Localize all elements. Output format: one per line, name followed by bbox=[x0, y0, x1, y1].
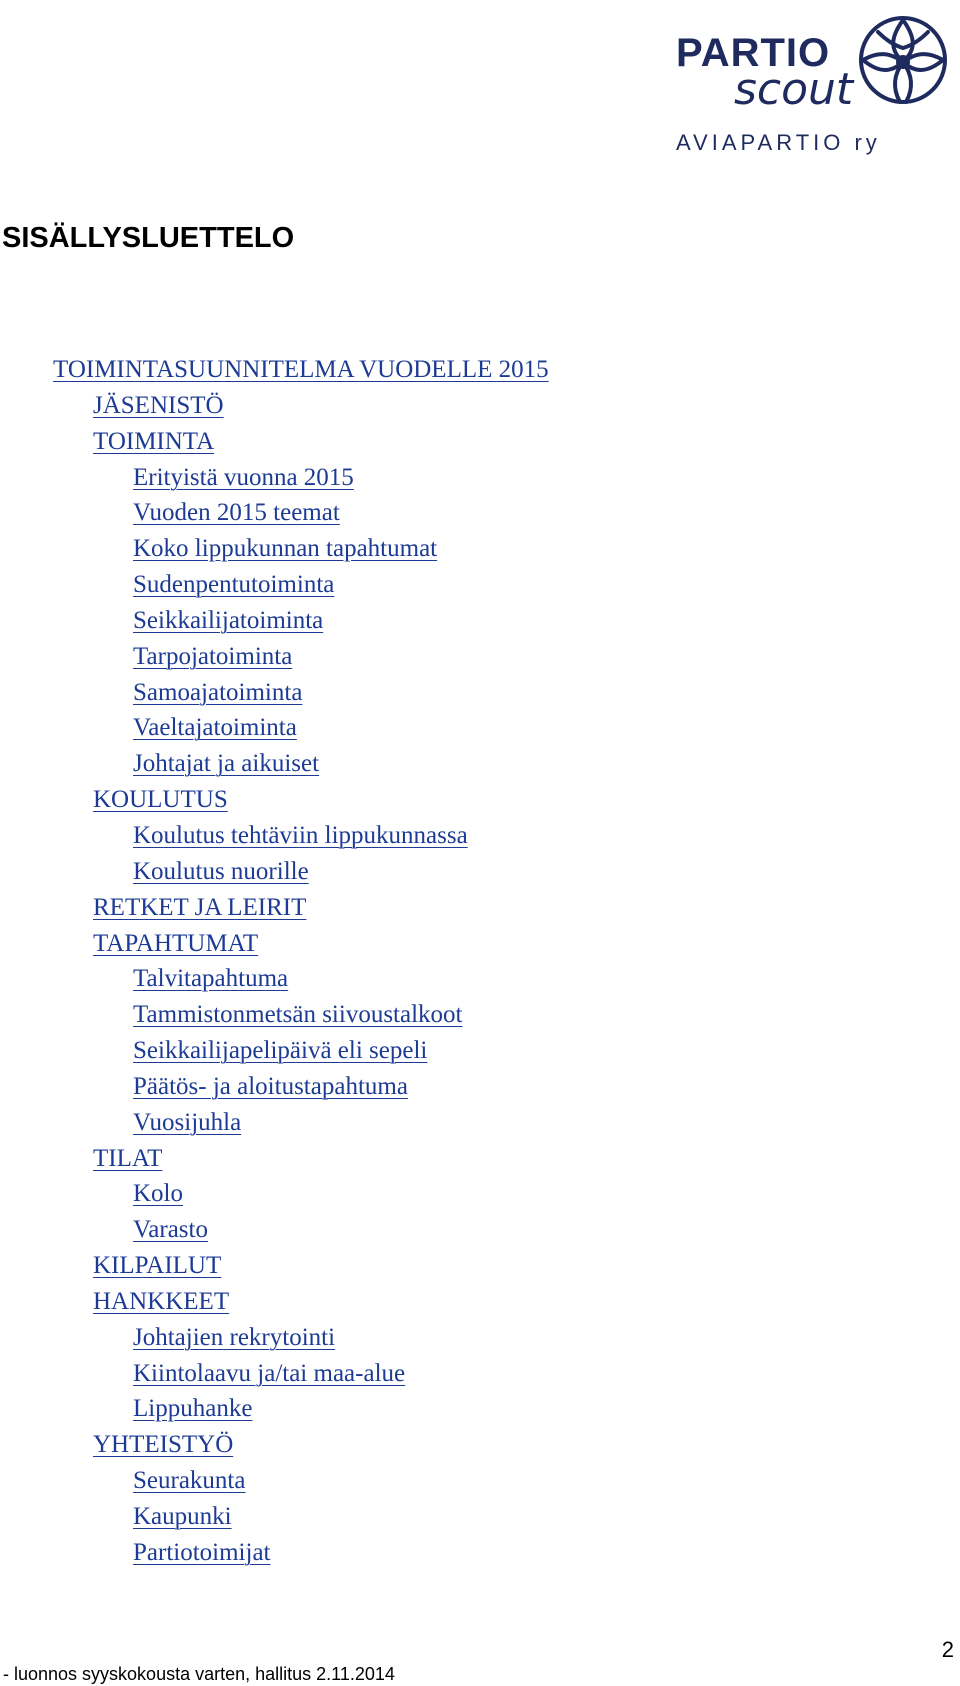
toc-item bbox=[0, 1391, 549, 1427]
toc-item bbox=[0, 1248, 549, 1284]
toc-link[interactable]: Kaupunki bbox=[133, 1503, 232, 1530]
toc-link[interactable]: Koko lippukunnan tapahtumat bbox=[133, 535, 438, 563]
toc-item bbox=[0, 567, 549, 603]
toc-item bbox=[0, 388, 549, 424]
toc-item bbox=[0, 639, 549, 675]
toc-link[interactable]: Koulutus nuorille bbox=[133, 857, 309, 885]
toc-link[interactable]: Vuoden 2015 teemat bbox=[133, 499, 340, 527]
toc-link[interactable]: Erityistä vuonna 2015 bbox=[133, 463, 354, 491]
toc-link[interactable]: RETKET JA LEIRIT bbox=[93, 893, 307, 921]
toc-item bbox=[0, 460, 549, 496]
toc-item bbox=[0, 1284, 549, 1320]
toc-link[interactable]: Päätös- ja aloitustapahtuma bbox=[133, 1072, 408, 1100]
toc-item bbox=[0, 675, 549, 711]
toc-link[interactable]: KILPAILUT bbox=[93, 1252, 222, 1280]
logo-text-aviapartio: AVIAPARTIO ry bbox=[676, 130, 881, 155]
toc-link[interactable]: Seurakunta bbox=[133, 1467, 246, 1495]
toc-item bbox=[0, 352, 549, 388]
toc-item bbox=[0, 1069, 549, 1105]
toc-link[interactable]: Johtajat ja aikuiset bbox=[133, 750, 320, 778]
toc-item bbox=[0, 1463, 549, 1499]
toc-link[interactable]: Varasto bbox=[133, 1216, 208, 1244]
toc-item bbox=[0, 818, 549, 854]
toc-item bbox=[0, 1356, 549, 1392]
scout-lily-icon bbox=[861, 18, 945, 102]
toc-item bbox=[0, 1141, 549, 1177]
toc-link[interactable]: Vuosijuhla bbox=[133, 1108, 242, 1136]
toc-link[interactable]: Johtajien rekrytointi bbox=[133, 1323, 336, 1351]
toc-link[interactable]: Vaeltajatoiminta bbox=[133, 714, 297, 742]
toc-item bbox=[0, 495, 549, 531]
toc-link[interactable]: Sudenpentutoiminta bbox=[133, 571, 335, 599]
logo-text-scout: scout bbox=[734, 64, 854, 115]
toc-item bbox=[0, 854, 549, 890]
page-number: 2 bbox=[941, 1637, 954, 1662]
toc-link[interactable]: KOULUTUS bbox=[93, 786, 228, 814]
footer-note: - luonnos syyskokousta varten, hallitus 2.11.2014 bbox=[3, 1664, 395, 1684]
toc-link[interactable]: TOIMINTA bbox=[93, 427, 215, 455]
toc-link[interactable]: Tarpojatoiminta bbox=[133, 642, 293, 670]
toc-item bbox=[0, 1499, 549, 1535]
toc-item bbox=[0, 746, 549, 782]
table-of-contents bbox=[0, 352, 549, 1571]
toc-link[interactable]: Seikkailijatoiminta bbox=[133, 606, 324, 634]
toc-item bbox=[0, 1176, 549, 1212]
toc-link[interactable]: Lippuhanke bbox=[133, 1395, 253, 1423]
toc-item bbox=[0, 531, 549, 567]
toc-link[interactable]: Talvitapahtuma bbox=[133, 965, 289, 993]
toc-link[interactable]: Koulutus tehtäviin lippukunnassa bbox=[133, 821, 468, 849]
toc-link[interactable]: Kiintolaavu ja/tai maa-alue bbox=[133, 1359, 406, 1387]
toc-item bbox=[0, 1212, 549, 1248]
toc-item bbox=[0, 1320, 549, 1356]
toc-item bbox=[0, 1033, 549, 1069]
partio-scout-logo bbox=[668, 2, 958, 170]
toc-link[interactable]: HANKKEET bbox=[93, 1287, 230, 1315]
page-title: SISÄLLYSLUETTELO bbox=[2, 222, 295, 254]
toc-link[interactable]: Partiotoimijat bbox=[133, 1538, 271, 1566]
toc-link[interactable]: YHTEISTYÖ bbox=[93, 1431, 234, 1459]
toc-link[interactable]: Samoajatoiminta bbox=[133, 678, 303, 706]
toc-link[interactable]: TILAT bbox=[93, 1144, 163, 1172]
toc-item bbox=[0, 1105, 549, 1141]
toc-item bbox=[0, 1427, 549, 1463]
toc-item bbox=[0, 997, 549, 1033]
logo-text-partio: PARTIO bbox=[676, 31, 831, 75]
toc-link[interactable]: Seikkailijapelipäivä eli sepeli bbox=[133, 1037, 428, 1065]
toc-item bbox=[0, 603, 549, 639]
toc-item bbox=[0, 710, 549, 746]
toc-item bbox=[0, 1535, 549, 1571]
toc-item bbox=[0, 926, 549, 962]
toc-link[interactable]: TAPAHTUMAT bbox=[93, 929, 259, 957]
toc-link[interactable]: TOIMINTASUUNNITELMA VUODELLE 2015 bbox=[53, 356, 549, 383]
toc-link[interactable]: JÄSENISTÖ bbox=[93, 391, 224, 419]
toc-item bbox=[0, 890, 549, 926]
toc-link[interactable]: Tammistonmetsän siivoustalkoot bbox=[133, 1001, 463, 1029]
toc-item bbox=[0, 961, 549, 997]
toc-item bbox=[0, 424, 549, 460]
toc-item bbox=[0, 782, 549, 818]
toc-link[interactable]: Kolo bbox=[133, 1180, 183, 1208]
